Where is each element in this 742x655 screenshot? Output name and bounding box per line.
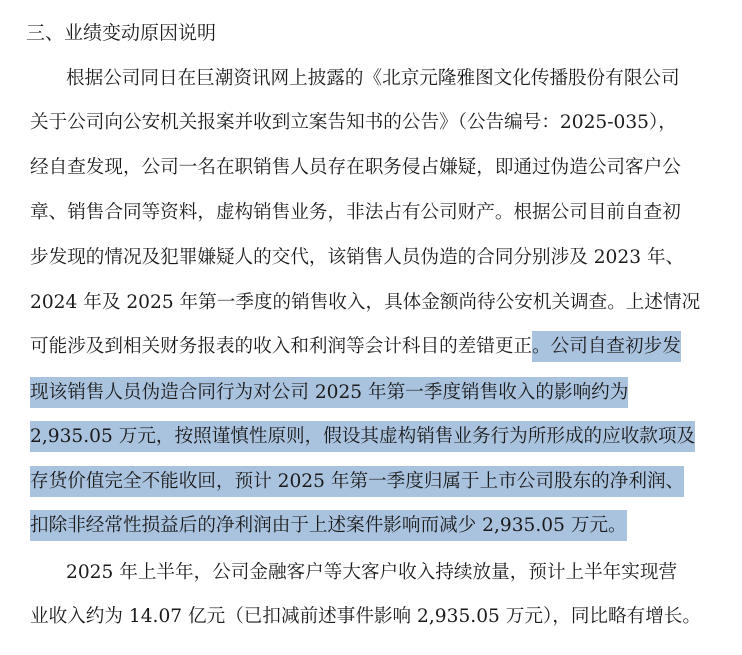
line-text: 2025 年上半年，公司金融客户等大客户收入持续放量，预计上半年实现营 (66, 562, 678, 583)
line-text: 章、销售合同等资料，虚构销售业务，非法占有公司财产。根据公司目前自查初 (30, 202, 681, 223)
paragraph-line (66, 66, 680, 92)
line-text: 业收入约为 14.07 亿元（已扣减前述事件影响 2,935.05 万元），同比略有增长。 (30, 606, 701, 627)
line-text: 根据公司同日在巨潮资讯网上披露的《北京元隆雅图文化传播股份有限公司 (66, 68, 680, 89)
paragraph-line (30, 469, 684, 495)
line-text: 2024 年及 2025 年第一季度的销售收入，具体金额尚待公安机关调查。上述情况 (30, 292, 701, 313)
highlighted-text: 现该销售人员伪造合同行为对公司 2025 年第一季度销售收入的影响约为 (30, 377, 628, 408)
highlighted-text: 存货价值完全不能收回，预计 2025 年第一季度归属于上市公司股东的净利润、 (30, 466, 684, 497)
paragraph-line (30, 604, 701, 630)
paragraph-line (30, 424, 695, 450)
paragraph-line (30, 200, 681, 226)
paragraph-line (30, 380, 628, 406)
highlighted-text: 。公司自查初步发 (532, 331, 681, 362)
paragraph-line (30, 245, 684, 271)
paragraph-line (30, 290, 700, 316)
highlighted-text: 2,935.05 万元，按照谨慎性原则，假设其虚构销售业务行为所形成的应收款项及 (30, 421, 695, 452)
line-text: 经自查发现，公司一名在职销售人员存在职务侵占嫌疑，即通过伪造公司客户公 (30, 157, 681, 178)
highlighted-text: 扣除非经常性损益后的净利润由于上述案件影响而减少 2,935.05 万元。 (30, 510, 627, 541)
paragraph-line (30, 334, 681, 360)
paragraph-line (66, 560, 677, 586)
line-text: 步发现的情况及犯罪嫌疑人的交代，该销售人员伪造的合同分别涉及 2023 年、 (30, 247, 685, 268)
line-text: 可能涉及到相关财务报表的收入和利润等会计科目的差错更正 (30, 336, 533, 357)
section-heading: 三、业绩变动原因说明 (26, 22, 217, 44)
paragraph-line (30, 155, 681, 181)
line-text: 关于公司向公安机关报案并收到立案告知书的公告》（公告编号：2025-035）， (30, 112, 677, 133)
paragraph-line (30, 513, 627, 539)
paragraph-line (30, 110, 677, 136)
